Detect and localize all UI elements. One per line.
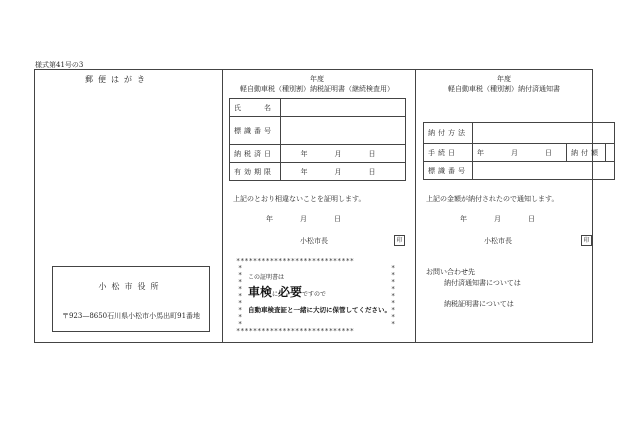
address-box: [52, 266, 210, 332]
proc-date-label: 手続日: [424, 144, 473, 162]
right-year-label: 年度: [497, 75, 511, 83]
amount-value: [606, 144, 615, 162]
paid-date-label: 納税済日: [230, 145, 281, 163]
proc-date-value: 年 月 日: [473, 144, 567, 162]
right-seal: 印: [581, 235, 592, 246]
table-row: [230, 163, 406, 181]
expiry-label: 有効期限: [230, 163, 281, 181]
notice-table: [423, 122, 615, 180]
payment-method-label: 納付方法: [424, 123, 473, 144]
plate-no-value: [473, 162, 615, 180]
star-border-top: ****************************: [236, 257, 355, 265]
certificate-table: [229, 98, 406, 181]
table-row: [424, 144, 615, 162]
certify-text: 上記のとおり相違ないことを証明します。: [233, 195, 366, 203]
inquiry-2: 納税証明書については: [444, 300, 514, 308]
star-border-right: * * * * * * * * *: [391, 264, 396, 328]
notice-line1: この証明書は: [248, 274, 285, 281]
plate-label: 標識番号: [230, 117, 281, 145]
form-number: 様式第41号の3: [35, 61, 84, 69]
notice-small-2: ですので: [302, 291, 327, 298]
middle-mayor: 小松市長: [300, 237, 328, 245]
star-border-left: * * * * * * * * *: [238, 264, 243, 328]
name-label: 氏 名: [230, 99, 281, 117]
table-row: [230, 145, 406, 163]
notice-big-1: 車検: [248, 285, 273, 299]
office-address: 〒923—8650石川県小松市小馬出町91番地: [61, 312, 201, 320]
notice-line2: [248, 283, 326, 300]
middle-date: 年 月 日: [266, 215, 351, 223]
notice-small-1: に: [272, 291, 279, 298]
postcard-title: 郵便はがき: [85, 75, 150, 84]
notice-line3: 自動車検査証と一緒に大切に保管してください。: [248, 306, 391, 314]
expiry-value: 年 月 日: [281, 163, 406, 181]
paid-date-value: 年 月 日: [281, 145, 406, 163]
notice-big-2: 必要: [278, 285, 303, 299]
table-row: [230, 117, 406, 145]
table-row: [230, 99, 406, 117]
middle-year-label: 年度: [310, 75, 324, 83]
office-name: 小松市役所: [98, 282, 164, 291]
middle-seal: 印: [394, 235, 405, 246]
amount-label: 納付額: [567, 144, 606, 162]
table-row: [424, 123, 615, 144]
payment-method-value: [473, 123, 615, 144]
divider-right: [415, 70, 416, 342]
plate-no-label: 標識番号: [424, 162, 473, 180]
plate-value: [281, 117, 406, 145]
notify-text: 上記の金額が納付されたので通知します。: [426, 195, 559, 203]
right-date: 年 月 日: [460, 215, 545, 223]
divider-left: [222, 70, 223, 342]
star-border-bottom: ****************************: [236, 327, 355, 335]
inquiry-title: お問い合わせ先: [426, 268, 475, 276]
inquiry-1: 納付済通知書については: [444, 279, 521, 287]
right-mayor: 小松市長: [484, 237, 512, 245]
right-title: 軽自動車税（種別割）納付済通知書: [448, 85, 560, 93]
middle-title: 軽自動車税（種別割）納税証明書（継続検査用）: [240, 85, 394, 93]
table-row: [424, 162, 615, 180]
name-value: [281, 99, 406, 117]
